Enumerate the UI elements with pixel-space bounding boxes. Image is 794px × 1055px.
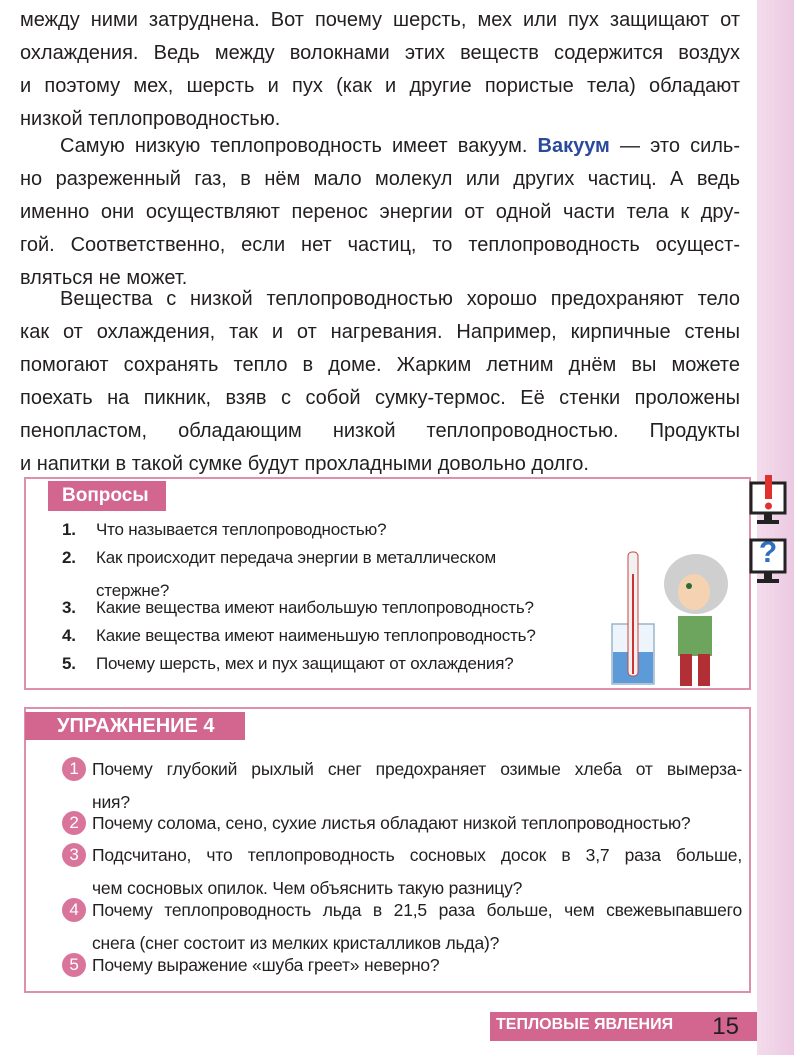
text-line: но разреженный газ, в нём мало молекул или других частиц. А ведь	[20, 168, 740, 190]
exercise-text: Почему солома, сено, сухие листья обладают низкой теплопроводностью?	[92, 813, 691, 833]
text-segment: — это силь-	[609, 135, 740, 157]
important-icon	[748, 475, 788, 527]
question-text: Какие вещества имеют наибольшую теплопроводность?	[96, 598, 534, 617]
question-icon	[748, 532, 788, 588]
text-line: низкой теплопроводностью.	[20, 108, 281, 130]
exercise-text: Почему выражение «шуба греет» неверно?	[92, 955, 440, 975]
question-text: Как происходит передача энергии в металлическом	[96, 548, 496, 567]
scientist-illustration	[606, 544, 746, 686]
text-line: помогают сохранять тепло в доме. Жарким летним днём вы можете	[20, 354, 740, 376]
exercise-number-badge: 4	[62, 898, 86, 922]
paragraph-1	[20, 4, 740, 136]
exercise-text: ния?	[92, 792, 130, 812]
questions-title: Вопросы	[48, 481, 166, 511]
exercise-text: чем сосновых опилок. Чем объяснить такую разницу?	[92, 878, 523, 898]
text-line: гой. Соответственно, если нет частиц, то теплопроводность осущест-	[20, 234, 740, 256]
text-line: поехать на пикник, взяв с собой сумку-термос. Её стенки проложены	[20, 387, 740, 409]
question-text: Что называется теплопроводностью?	[96, 520, 387, 539]
exercise-box	[24, 707, 751, 993]
page-footer	[490, 1012, 757, 1041]
question-number: 1.	[62, 520, 76, 539]
exercise-number-badge: 5	[62, 953, 86, 977]
text-line: вляться не может.	[20, 267, 188, 289]
exercise-number-badge: 2	[62, 811, 86, 835]
exercise-text: Подсчитано, что теплопроводность сосновых досок в 3,7 раза больше,	[92, 845, 742, 865]
page-number: 15	[712, 1013, 739, 1040]
paragraph-2	[20, 130, 740, 295]
text-line: и напитки в такой сумке будут прохладными довольно долго.	[20, 453, 589, 475]
text-line: именно они осуществляют перенос энергии от одной части тела к дру-	[20, 201, 740, 223]
exercise-number-badge: 3	[62, 843, 86, 867]
question-text: Какие вещества имеют наименьшую теплопроводность?	[96, 626, 536, 645]
section-title: ТЕПЛОВЫЕ ЯВЛЕНИЯ	[496, 1016, 674, 1033]
text-line	[20, 130, 740, 163]
term-vacuum: Вакуум	[537, 135, 610, 157]
exercise-text: Почему теплопроводность льда в 21,5 раза больше, чем свежевыпавшего	[92, 900, 742, 920]
text-segment: Самую низкую теплопроводность имеет вакуум.	[60, 135, 538, 157]
text-line: пенопластом, обладающим низкой теплопроводностью. Продукты	[20, 420, 740, 442]
text-line: и поэтому мех, шерсть и пух (как и другие пористые тела) обладают	[20, 75, 740, 97]
exercise-text: снега (снег состоит из мелких кристалликов льда)?	[92, 933, 500, 953]
text-line: как от охлаждения, так и от нагревания. Например, кирпичные стены	[20, 321, 740, 343]
paragraph-3	[20, 283, 740, 481]
exercise-text: Почему глубокий рыхлый снег предохраняет озимые хлеба от вымерза-	[92, 759, 742, 779]
text-line: Вещества с низкой теплопроводностью хорошо предохраняют тело	[60, 288, 740, 310]
exercise-number-badge: 1	[62, 757, 86, 781]
page-edge-strip	[757, 0, 794, 1055]
question-number: 3.	[62, 598, 76, 617]
svg-text:?: ?	[758, 536, 778, 569]
question-text: Почему шерсть, мех и пух защищают от охлаждения?	[96, 654, 514, 673]
text-line: между ними затруднена. Вот почему шерсть, мех или пух защищают от	[20, 9, 740, 31]
question-number: 4.	[62, 626, 76, 645]
text-line: охлаждения. Ведь между волокнами этих веществ содержится воздух	[20, 42, 740, 64]
question-number: 5.	[62, 654, 76, 673]
question-text: стержне?	[96, 581, 170, 600]
question-number: 2.	[62, 548, 76, 567]
questions-box	[24, 477, 751, 690]
question-item	[62, 647, 513, 680]
exercise-title: УПРАЖНЕНИЕ 4	[25, 712, 245, 740]
